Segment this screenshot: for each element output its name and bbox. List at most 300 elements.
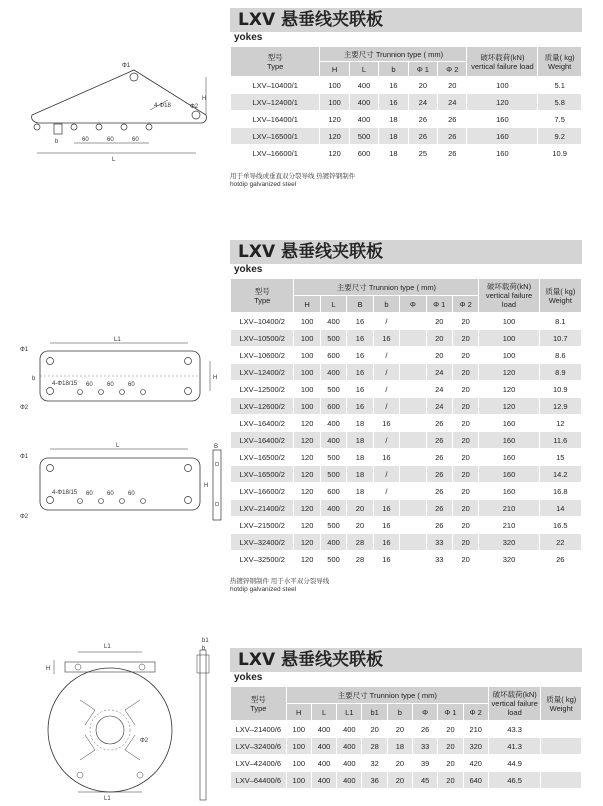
hdr-col: Φ [400,296,426,313]
table-cell: 600 [320,483,346,500]
hdr-type: 型号 Type [231,687,287,721]
table-cell: 160 [479,415,539,432]
hdr-weight: 质量( kg) Weight [538,47,582,77]
d60-label-3: 60 [128,382,135,388]
hdr-dims: 主要尺寸 Trunnion type ( mm) [320,47,467,62]
table-cell: 45 [413,772,438,789]
hdr-dims: 主要尺寸 Trunnion type ( mm) [294,279,479,296]
hdr-load: 破坏载荷(kN) vertical failure load [488,687,541,721]
d60-label-2: 60 [107,491,114,497]
table-cell: 400 [311,721,336,738]
note-line-2: hotdip galvanized steel [230,181,297,188]
table-cell: 24 [426,364,452,381]
table-cell: 600 [320,347,346,364]
table-cell: 24 [408,94,437,111]
d60-label-3: 60 [128,491,135,497]
table-cell: 16 [373,517,399,534]
table-cell: 18 [379,128,408,145]
table-cell: 28 [362,738,387,755]
table-cell: 400 [320,432,346,449]
hdr-col: H [294,296,320,313]
hdr-col: b [379,62,408,77]
table-cell: / [373,347,399,364]
hdr-col: L [349,62,378,77]
table-cell: 120 [467,94,538,111]
cell-model: LXV–10400/2 [231,313,294,330]
l1-label-top: L1 [104,644,111,650]
table-cell: 100 [294,364,320,381]
table-cell: 26 [438,111,467,128]
hdr-col: Φ 2 [438,62,467,77]
table-cell: 20 [452,432,478,449]
table-cell: 400 [337,738,362,755]
b-label: b [32,376,36,382]
hdr-col: Φ [413,704,438,721]
table-cell: 320 [479,534,539,551]
cell-model: LXV–32400/6 [231,738,287,755]
table-cell: 100 [294,347,320,364]
table-cell: 120 [479,398,539,415]
h-label: H [204,483,209,489]
table-cell: / [373,398,399,415]
table-cell: 8.1 [539,313,581,330]
table-cell: 160 [479,483,539,500]
table-cell: 20 [452,449,478,466]
table-cell: 18 [347,415,373,432]
section-subtitle: yokes [234,672,263,683]
table-cell: 16 [373,500,399,517]
hdr-col: Φ 1 [426,296,452,313]
table-cell: 44.9 [488,755,541,772]
table-cell: 100 [479,347,539,364]
table-cell: 33 [426,551,452,568]
table-cell: 20 [426,330,452,347]
phi2-label: Φ2 [20,405,29,411]
table-cell: 26 [438,145,467,162]
table-cell: 26 [426,500,452,517]
table-cell: 20 [452,330,478,347]
table-cell: 10.9 [538,145,582,162]
table-cell: 500 [320,466,346,483]
table-cell: 500 [320,381,346,398]
table-cell: 10.7 [539,330,581,347]
d60-label-2: 60 [107,137,114,143]
table-cell: 16 [373,330,399,347]
spec-table-3 [230,686,582,789]
table-cell: / [373,364,399,381]
table-cell: 100 [294,398,320,415]
table-cell: 120 [320,111,349,128]
table-cell: 28 [347,551,373,568]
table-cell: 16 [347,398,373,415]
table-body [231,721,582,789]
table-cell: 20 [347,500,373,517]
table-cell: 26 [426,483,452,500]
d60-label-1: 60 [86,491,93,497]
table-cell: 5.1 [538,77,582,94]
table-cell: 26 [408,111,437,128]
d60-label-3: 60 [132,137,139,143]
table-cell: 16.5 [539,517,581,534]
b-label: b [55,139,59,145]
table-cell: 8.6 [539,347,581,364]
table-cell: 20 [387,755,412,772]
table-cell: 120 [294,449,320,466]
phi1-label: Φ1 [20,454,29,460]
table-cell: 16 [373,415,399,432]
table-cell: 18 [379,111,408,128]
table-row [231,772,582,789]
table-cell: 120 [294,466,320,483]
table-cell: / [373,313,399,330]
table-cell: 100 [286,772,311,789]
section-title: LXV 悬垂线夹联板 [230,648,582,672]
table-cell: 160 [467,145,538,162]
table-cell: 120 [320,145,349,162]
table-cell: 600 [320,398,346,415]
table-cell: 400 [311,738,336,755]
table-cell: / [373,432,399,449]
hdr-col: b [387,704,412,721]
table-cell: 400 [311,772,336,789]
hdr-col: H [320,62,349,77]
hdr-col: H [286,704,311,721]
table-cell: 400 [349,94,378,111]
table-cell: 20 [452,347,478,364]
table-cell: 20 [452,381,478,398]
table-cell [541,755,582,772]
table-cell: 16 [347,313,373,330]
table-cell: 20 [452,364,478,381]
table-cell: 16 [379,77,408,94]
b1-label: b1 [202,638,209,644]
table-cell: 320 [479,551,539,568]
table-cell: 400 [320,415,346,432]
table-cell: 400 [320,500,346,517]
hdr-type: 型号 Type [231,279,294,313]
table-cell: 20 [362,721,387,738]
table-cell: 33 [413,738,438,755]
cell-model: LXV–12400/2 [231,364,294,381]
table-cell: 20 [426,347,452,364]
table-cell: 500 [349,128,378,145]
table-cell: 20 [452,313,478,330]
hdr-col: Φ 1 [408,62,437,77]
table-cell: 12 [539,415,581,432]
table-cell: 24 [426,381,452,398]
table-cell: 26 [539,551,581,568]
table-cell: 100 [286,721,311,738]
table-cell: 22 [539,534,581,551]
table-cell: 16.8 [539,483,581,500]
table-cell: 400 [337,721,362,738]
cell-model: LXV–10500/2 [231,330,294,347]
hdr-col: Φ 2 [452,296,478,313]
table-cell: 500 [320,551,346,568]
table-cell: 20 [438,721,463,738]
table-cell: 210 [479,517,539,534]
cell-model: LXV–42400/6 [231,755,287,772]
table-cell: 120 [294,500,320,517]
table-cell: 18 [347,449,373,466]
table-cell [541,772,582,789]
table-cell: 18 [347,483,373,500]
table-cell: 400 [337,772,362,789]
b-label: b [202,646,206,652]
hdr-weight: 质量( kg) Weight [539,279,581,313]
l-label: L [112,157,116,163]
table-cell: 20 [452,415,478,432]
table-cell [541,721,582,738]
table-cell: 100 [479,330,539,347]
table-cell: 100 [320,77,349,94]
table-cell: / [373,381,399,398]
table-cell: 16 [373,534,399,551]
cell-model: LXV–10400/1 [231,77,320,94]
d60-label-1: 60 [82,137,89,143]
cell-model: LXV–16400/2 [231,415,294,432]
cell-model: LXV–16500/1 [231,128,320,145]
cell-model: LXV–16600/2 [231,483,294,500]
table-cell: 420 [463,755,488,772]
table-cell: 16 [373,449,399,466]
table-cell: 39 [413,755,438,772]
phi2-label: Φ2 [20,514,29,520]
table-cell: 120 [479,381,539,398]
section-subtitle: yokes [234,264,263,275]
table-cell: 400 [311,755,336,772]
l-label: L [116,443,120,449]
table-cell: 210 [463,721,488,738]
table-cell: 20 [452,551,478,568]
d60-label-1: 60 [86,382,93,388]
table-cell: 160 [479,432,539,449]
table-cell: 18 [387,738,412,755]
cell-model: LXV–12500/2 [231,381,294,398]
table-cell: 20 [387,772,412,789]
table-cell: 26 [413,721,438,738]
note-line-1: 热镀锌钢制件 用于水平双分裂导线 [230,578,330,585]
yoke-drawing-3 [40,630,230,805]
table-cell: 400 [349,77,378,94]
note-line-2: hotdip galvanized steel [230,586,297,593]
cell-model: LXV–10600/2 [231,347,294,364]
table-cell: 15 [539,449,581,466]
holes-label: 4-Φ18/15 [52,490,78,496]
table-cell: 11.6 [539,432,581,449]
phi1-label: Φ1 [122,63,131,69]
h-label: H [46,666,51,672]
section-subtitle: yokes [234,32,263,43]
table-cell: 20 [426,313,452,330]
table-cell: 160 [467,128,538,145]
table-cell: / [373,483,399,500]
table-cell [541,738,582,755]
table-cell: 26 [426,432,452,449]
table-cell: 26 [408,128,437,145]
table-cell: 400 [349,111,378,128]
table-row [231,738,582,755]
table-cell: 20 [452,398,478,415]
table-cell: 320 [463,738,488,755]
table-cell: 160 [467,111,538,128]
hdr-col: L [311,704,336,721]
d60-label-2: 60 [107,382,114,388]
cell-model: LXV–12400/1 [231,94,320,111]
table-cell: 16 [347,347,373,364]
table-cell: 120 [294,415,320,432]
table-cell: 5.8 [538,94,582,111]
cell-model: LXV–16600/1 [231,145,320,162]
table-cell: 20 [347,517,373,534]
table-cell: 120 [479,364,539,381]
table-row [231,721,582,738]
phi2-label: Φ2 [140,738,149,744]
table-cell: 46.5 [488,772,541,789]
h-label: H [202,96,207,102]
table-cell: 120 [294,551,320,568]
hdr-col: L1 [337,704,362,721]
hdr-col: B [347,296,373,313]
table-cell: 20 [452,466,478,483]
cell-model: LXV–32400/2 [231,534,294,551]
table-cell: 24 [426,398,452,415]
section-title: LXV 悬垂线夹联板 [230,8,582,32]
table-cell: 33 [426,534,452,551]
table-cell: 28 [347,534,373,551]
table-cell: 20 [452,500,478,517]
hdr-weight: 质量( kg) Weight [541,687,582,721]
l1-label-bottom: L1 [104,796,111,802]
table-cell: 400 [320,534,346,551]
table-cell: 20 [387,721,412,738]
table-cell: 20 [438,755,463,772]
table-cell: 8.9 [539,364,581,381]
hdr-dims: 主要尺寸 Trunnion type ( mm) [286,687,488,704]
table-cell: 26 [426,517,452,534]
hdr-col: b [373,296,399,313]
table-cell: 100 [467,77,538,94]
hdr-load: 破坏载荷(kN) vertical failure load [479,279,539,313]
note-line-1: 用于单导线或垂直双分裂导线 热镀锌钢制件 [230,173,356,180]
table-cell: 160 [479,466,539,483]
table-cell: 120 [294,432,320,449]
table-cell: 100 [294,313,320,330]
table-cell: 26 [426,449,452,466]
table-cell: 120 [294,534,320,551]
table-cell: 20 [408,77,437,94]
phi1-label: Φ1 [20,347,29,353]
hdr-col: b1 [362,704,387,721]
table-cell: 100 [320,94,349,111]
table-cell: 500 [320,517,346,534]
cell-model: LXV–16400/2 [231,432,294,449]
hdr-col: Φ 2 [463,704,488,721]
table-cell: 100 [286,755,311,772]
hdr-type: 型号 Type [231,47,320,77]
table-cell: 400 [320,364,346,381]
table-cell: 36 [362,772,387,789]
phi2-label: Φ2 [190,104,199,110]
table-cell: 100 [479,313,539,330]
table-cell: 20 [438,772,463,789]
h-label: H [213,375,218,381]
table-cell: 100 [286,738,311,755]
table-cell: / [373,466,399,483]
table-cell: 500 [320,330,346,347]
table-cell: 18 [379,145,408,162]
table-cell: 120 [294,483,320,500]
hdr-col: L [320,296,346,313]
table-cell: 640 [463,772,488,789]
table-cell: 400 [320,313,346,330]
table-cell: 100 [294,381,320,398]
table-cell: 43.3 [488,721,541,738]
l1-label: L1 [114,337,121,343]
table-cell: 20 [438,738,463,755]
table-cell: 500 [320,449,346,466]
table-cell: 20 [452,483,478,500]
table-cell: 210 [479,500,539,517]
table-row [231,755,582,772]
table-cell: 120 [294,517,320,534]
table-cell: 18 [347,466,373,483]
table-cell: 18 [347,432,373,449]
hdr-col: Φ 1 [438,704,463,721]
cell-model: LXV–21400/2 [231,500,294,517]
table-cell: 16 [347,364,373,381]
holes-label: 4-Φ18 [154,103,171,109]
bb-label: B [214,444,219,450]
cell-model: LXV–16500/2 [231,466,294,483]
holes-label: 4-Φ18/15 [52,381,78,387]
table-cell: 20 [438,77,467,94]
table-cell: 41.3 [488,738,541,755]
table-cell: 10.9 [539,381,581,398]
table-cell: 120 [320,128,349,145]
cell-model: LXV–21400/6 [231,721,287,738]
table-cell: 32 [362,755,387,772]
hdr-load: 破坏载荷(kN) vertical failure load [467,47,538,77]
table-cell: 26 [426,466,452,483]
table-cell: 25 [408,145,437,162]
table-cell: 16 [379,94,408,111]
table-cell: 400 [337,755,362,772]
cell-model: LXV–12600/2 [231,398,294,415]
table-cell: 600 [349,145,378,162]
table-cell: 14.2 [539,466,581,483]
table-cell: 16 [347,330,373,347]
table-cell: 20 [452,517,478,534]
table-cell: 7.5 [538,111,582,128]
cell-model: LXV–21500/2 [231,517,294,534]
table-cell: 16 [373,551,399,568]
section-title: LXV 悬垂线夹联板 [230,240,582,264]
table-cell: 12.9 [539,398,581,415]
table-cell: 100 [294,330,320,347]
table-cell: 20 [452,534,478,551]
cell-model: LXV–16400/1 [231,111,320,128]
table-cell: 9.2 [538,128,582,145]
cell-model: LXV–32500/2 [231,551,294,568]
table-cell: 26 [426,415,452,432]
table-cell: 14 [539,500,581,517]
table-cell: 26 [438,128,467,145]
cell-model: LXV–64400/6 [231,772,287,789]
table-cell: 160 [479,449,539,466]
table-cell: 24 [438,94,467,111]
table-cell: 16 [347,381,373,398]
